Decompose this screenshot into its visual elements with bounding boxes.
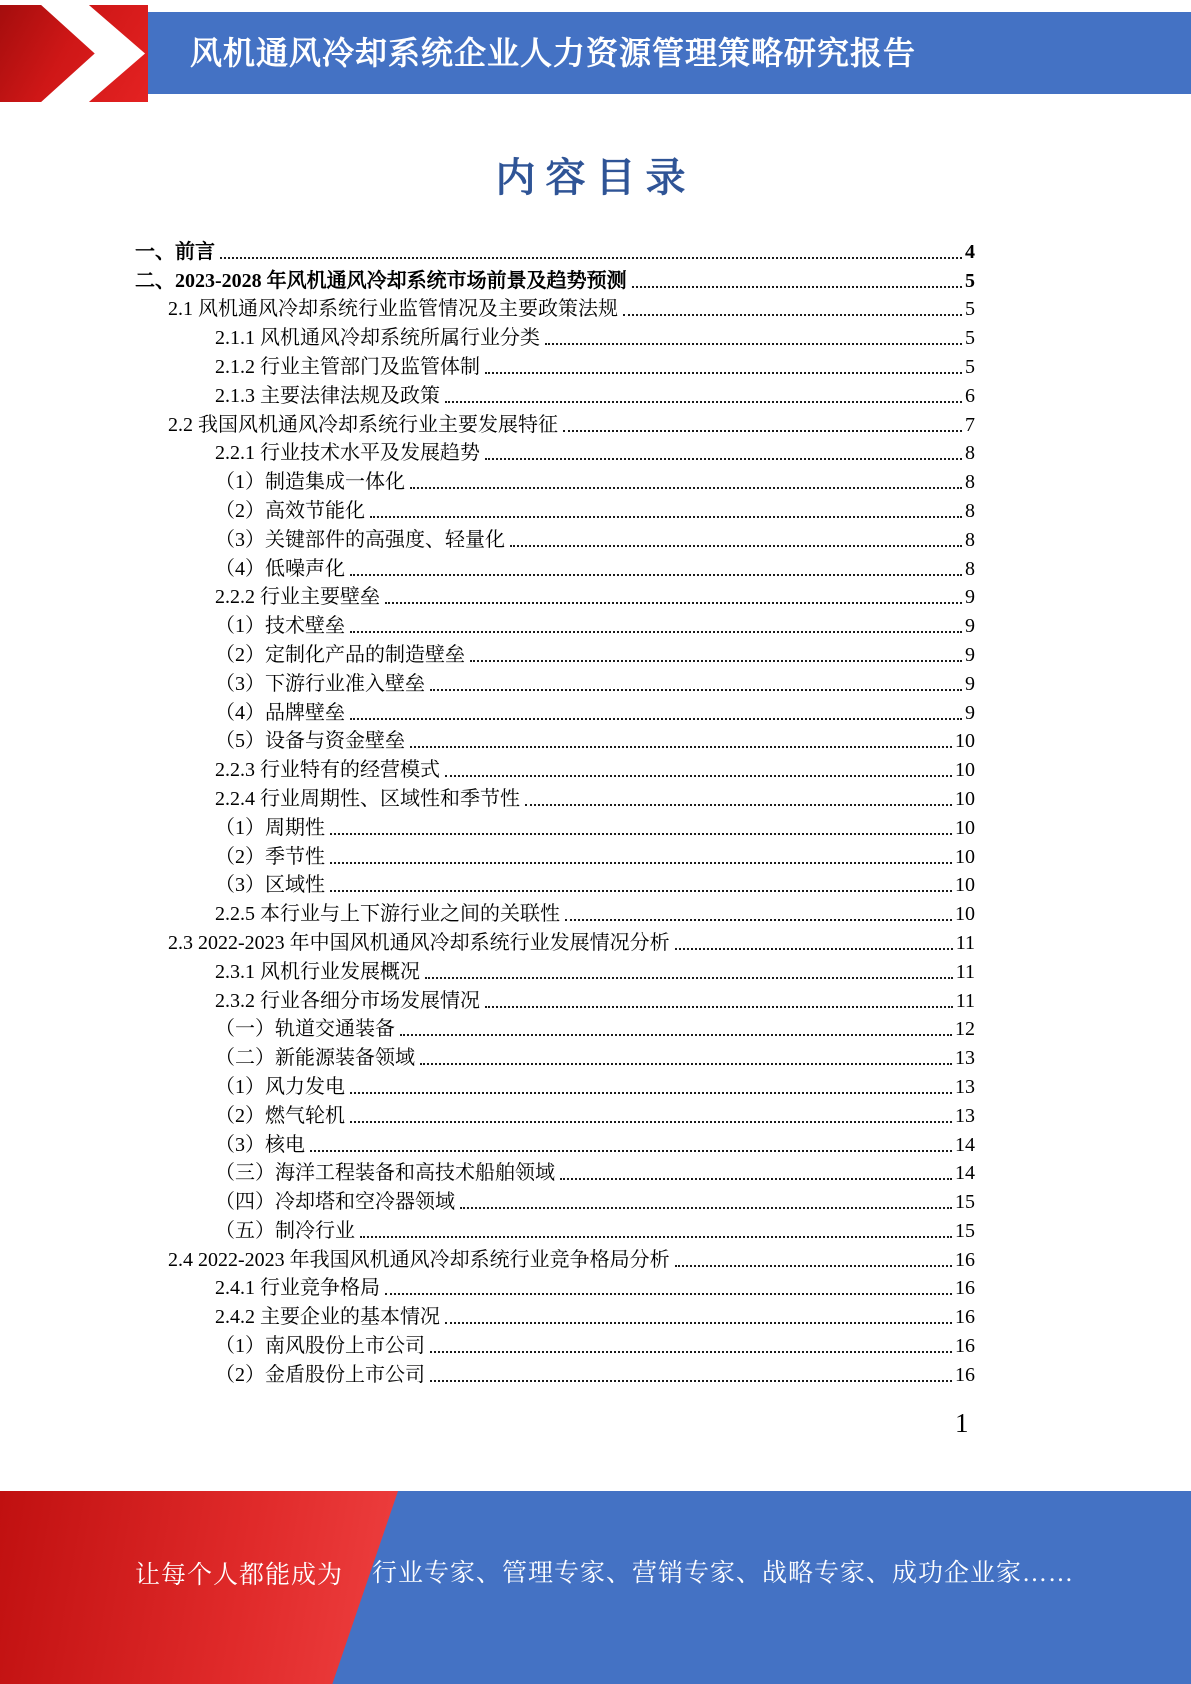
footer-slogan-right: 行业专家、管理专家、营销专家、战略专家、成功企业家…… — [372, 1560, 1075, 1587]
dotted-leader — [560, 1178, 952, 1180]
dotted-leader — [675, 948, 953, 950]
toc-entry-label: （2）定制化产品的制造壁垒 — [215, 643, 465, 666]
toc-entry — [135, 1359, 975, 1388]
toc-entry-page: 5 — [965, 327, 975, 350]
toc-entry — [135, 697, 975, 726]
toc-list — [135, 236, 975, 1388]
toc-entry-label: （1）制造集成一体化 — [215, 471, 405, 494]
toc-entry-label: （1）周期性 — [215, 816, 325, 839]
toc-entry-page: 8 — [965, 499, 975, 522]
footer-slogan-left: 让每个人都能成为 — [135, 1561, 344, 1589]
dotted-leader — [385, 1293, 952, 1295]
dotted-leader — [485, 372, 962, 374]
dotted-leader — [400, 1034, 952, 1036]
dotted-leader — [445, 1322, 952, 1324]
toc-entry-page: 11 — [955, 931, 975, 954]
toc-entry-label: 2.2 我国风机通风冷却系统行业主要发展特征 — [168, 413, 558, 436]
toc-entry-label: 2.2.3 行业特有的经营模式 — [215, 759, 440, 782]
toc-entry-label: 2.4 2022-2023 年我国风机通风冷却系统行业竞争格局分析 — [168, 1248, 670, 1271]
dotted-leader — [632, 286, 962, 288]
report-title: 风机通风冷却系统企业人力资源管理策略研究报告 — [190, 35, 917, 71]
dotted-leader — [623, 314, 962, 316]
toc-entry-label: 2.3.1 风机行业发展概况 — [215, 960, 420, 983]
dotted-leader — [445, 775, 952, 777]
toc-entry-page: 10 — [955, 903, 975, 926]
toc-entry — [135, 294, 975, 323]
toc-entry-page: 10 — [955, 759, 975, 782]
dotted-leader — [385, 602, 962, 604]
toc-entry-page: 11 — [955, 960, 975, 983]
dotted-leader — [330, 890, 952, 892]
toc-entry-page: 13 — [955, 1075, 975, 1098]
page-number: 1 — [955, 1408, 969, 1438]
toc-entry — [135, 1301, 975, 1330]
toc-entry — [135, 351, 975, 380]
toc-entry-label: 2.1 风机通风冷却系统行业监管情况及主要政策法规 — [168, 298, 618, 321]
toc-entry — [135, 380, 975, 409]
toc-entry-page: 12 — [955, 1018, 975, 1041]
toc-entry-label: 2.3 2022-2023 年中国风机通风冷却系统行业发展情况分析 — [168, 931, 670, 954]
toc-entry — [135, 1186, 975, 1215]
footer — [0, 1491, 1191, 1684]
chevron-right-icon — [0, 5, 148, 102]
toc-entry-page: 9 — [965, 643, 975, 666]
toc-entry-page: 8 — [965, 557, 975, 580]
toc-entry-label: （3）下游行业准入壁垒 — [215, 672, 425, 695]
toc-entry — [135, 1100, 975, 1129]
toc-entry-label: （2）金盾股份上市公司 — [215, 1363, 425, 1386]
dotted-leader — [510, 545, 962, 547]
toc-entry-label: 2.2.5 本行业与上下游行业之间的关联性 — [215, 903, 560, 926]
toc-entry — [135, 265, 975, 294]
toc-entry — [135, 812, 975, 841]
toc-entry-page: 5 — [965, 355, 975, 378]
dotted-leader — [425, 977, 953, 979]
dotted-leader — [350, 718, 962, 720]
toc-entry-label: 2.2.1 行业技术水平及发展趋势 — [215, 442, 480, 465]
toc-entry-page: 8 — [965, 471, 975, 494]
toc-title: 内容目录 — [495, 155, 696, 200]
toc-entry-page: 7 — [965, 413, 975, 436]
toc-entry-label: 一、前言 — [135, 240, 215, 263]
toc-entry-label: （4）品牌壁垒 — [215, 701, 345, 724]
toc-entry-label: （3）区域性 — [215, 874, 325, 897]
toc-entry-page: 10 — [955, 730, 975, 753]
toc-entry-page: 15 — [955, 1191, 975, 1214]
toc-entry-label: 2.1.3 主要法律法规及政策 — [215, 384, 440, 407]
toc-entry — [135, 1129, 975, 1158]
toc-entry-label: （1）技术壁垒 — [215, 615, 345, 638]
toc-entry-label: （3）核电 — [215, 1133, 305, 1156]
toc-entry-page: 11 — [955, 989, 975, 1012]
dotted-leader — [330, 833, 952, 835]
toc-entry — [135, 524, 975, 553]
dotted-leader — [470, 660, 962, 662]
toc-entry-page: 10 — [955, 787, 975, 810]
toc-entry — [135, 956, 975, 985]
toc-entry — [135, 1244, 975, 1273]
dotted-leader — [410, 746, 952, 748]
toc-entry-page: 16 — [955, 1306, 975, 1329]
toc-entry-label: （三）海洋工程装备和高技术船舶领域 — [215, 1162, 555, 1185]
dotted-leader — [430, 689, 962, 691]
toc-entry-page: 6 — [965, 384, 975, 407]
toc-entry — [135, 985, 975, 1014]
toc-entry-page: 5 — [965, 298, 975, 321]
header-red-block — [0, 5, 148, 102]
toc-entry-label: （5）设备与资金壁垒 — [215, 730, 405, 753]
toc-entry — [135, 754, 975, 783]
toc-entry — [135, 1215, 975, 1244]
dotted-leader — [410, 487, 962, 489]
toc-entry — [135, 1330, 975, 1359]
dotted-leader — [485, 458, 962, 460]
toc-entry — [135, 841, 975, 870]
toc-entry — [135, 438, 975, 467]
toc-entry-page: 4 — [965, 240, 975, 263]
dotted-leader — [485, 1006, 953, 1008]
dotted-leader — [420, 1063, 952, 1065]
toc-entry — [135, 322, 975, 351]
toc-entry-page: 10 — [955, 874, 975, 897]
toc-entry-page: 10 — [955, 816, 975, 839]
toc-entry-page: 15 — [955, 1219, 975, 1242]
toc-entry-label: 2.4.2 主要企业的基本情况 — [215, 1306, 440, 1329]
dotted-leader — [460, 1207, 952, 1209]
toc-entry — [135, 726, 975, 755]
dotted-leader — [430, 1380, 952, 1382]
toc-entry-page: 16 — [955, 1248, 975, 1271]
toc-entry — [135, 610, 975, 639]
toc-entry-label: （4）低噪声化 — [215, 557, 345, 580]
toc-entry-label: （一）轨道交通装备 — [215, 1018, 395, 1041]
toc-entry — [135, 898, 975, 927]
toc-entry-page: 16 — [955, 1363, 975, 1386]
dotted-leader — [310, 1150, 952, 1152]
toc-entry-page: 16 — [955, 1277, 975, 1300]
toc-entry-label: （2）季节性 — [215, 845, 325, 868]
dotted-leader — [360, 1236, 952, 1238]
toc-entry — [135, 553, 975, 582]
toc-entry — [135, 409, 975, 438]
toc-entry-page: 9 — [965, 672, 975, 695]
dotted-leader — [330, 862, 952, 864]
dotted-leader — [675, 1265, 952, 1267]
toc-entry — [135, 927, 975, 956]
toc-entry-page: 13 — [955, 1104, 975, 1127]
toc-entry-label: 2.4.1 行业竞争格局 — [215, 1277, 380, 1300]
toc-entry — [135, 668, 975, 697]
dotted-leader — [350, 1121, 952, 1123]
toc-entry-page: 8 — [965, 528, 975, 551]
toc-entry-label: （五）制冷行业 — [215, 1219, 355, 1242]
toc-entry-page: 9 — [965, 586, 975, 609]
toc-entry-page: 13 — [955, 1047, 975, 1070]
toc-entry-label: 2.1.1 风机通风冷却系统所属行业分类 — [215, 327, 540, 350]
toc-entry-label: 2.1.2 行业主管部门及监管体制 — [215, 355, 480, 378]
toc-entry-page: 16 — [955, 1335, 975, 1358]
toc-entry-page: 8 — [965, 442, 975, 465]
toc-entry — [135, 1042, 975, 1071]
toc-entry — [135, 1014, 975, 1043]
dotted-leader — [445, 401, 962, 403]
dotted-leader — [350, 631, 962, 633]
toc-entry-label: 2.2.2 行业主要壁垒 — [215, 586, 380, 609]
dotted-leader — [565, 919, 952, 921]
toc-entry-label: 二、2023-2028 年风机通风冷却系统市场前景及趋势预测 — [135, 269, 627, 292]
toc-entry — [135, 582, 975, 611]
toc-entry — [135, 639, 975, 668]
dotted-leader — [545, 343, 962, 345]
toc-entry-page: 14 — [955, 1133, 975, 1156]
dotted-leader — [525, 804, 952, 806]
dotted-leader — [350, 1092, 952, 1094]
toc-entry-label: 2.2.4 行业周期性、区域性和季节性 — [215, 787, 520, 810]
toc-entry — [135, 466, 975, 495]
dotted-leader — [370, 516, 962, 518]
toc-entry-label: （二）新能源装备领域 — [215, 1047, 415, 1070]
toc-entry-label: （四）冷却塔和空冷器领域 — [215, 1191, 455, 1214]
dotted-leader — [430, 1351, 952, 1353]
toc-entry-page: 5 — [965, 269, 975, 292]
toc-entry-page: 10 — [955, 845, 975, 868]
toc-entry-page: 14 — [955, 1162, 975, 1185]
dotted-leader — [220, 257, 962, 259]
toc-entry-page: 9 — [965, 701, 975, 724]
toc-entry — [135, 495, 975, 524]
toc-entry — [135, 236, 975, 265]
toc-entry — [135, 1071, 975, 1100]
toc-entry-label: （1）南风股份上市公司 — [215, 1335, 425, 1358]
toc-entry — [135, 870, 975, 899]
toc-entry — [135, 783, 975, 812]
toc-entry — [135, 1273, 975, 1302]
toc-entry-label: （1）风力发电 — [215, 1075, 345, 1098]
toc-entry-label: 2.3.2 行业各细分市场发展情况 — [215, 989, 480, 1012]
toc-entry-page: 9 — [965, 615, 975, 638]
dotted-leader — [563, 430, 962, 432]
toc-entry-label: （3）关键部件的高强度、轻量化 — [215, 528, 505, 551]
toc-entry-label: （2）高效节能化 — [215, 499, 365, 522]
toc-entry — [135, 1158, 975, 1187]
toc-entry-label: （2）燃气轮机 — [215, 1104, 345, 1127]
dotted-leader — [350, 574, 962, 576]
